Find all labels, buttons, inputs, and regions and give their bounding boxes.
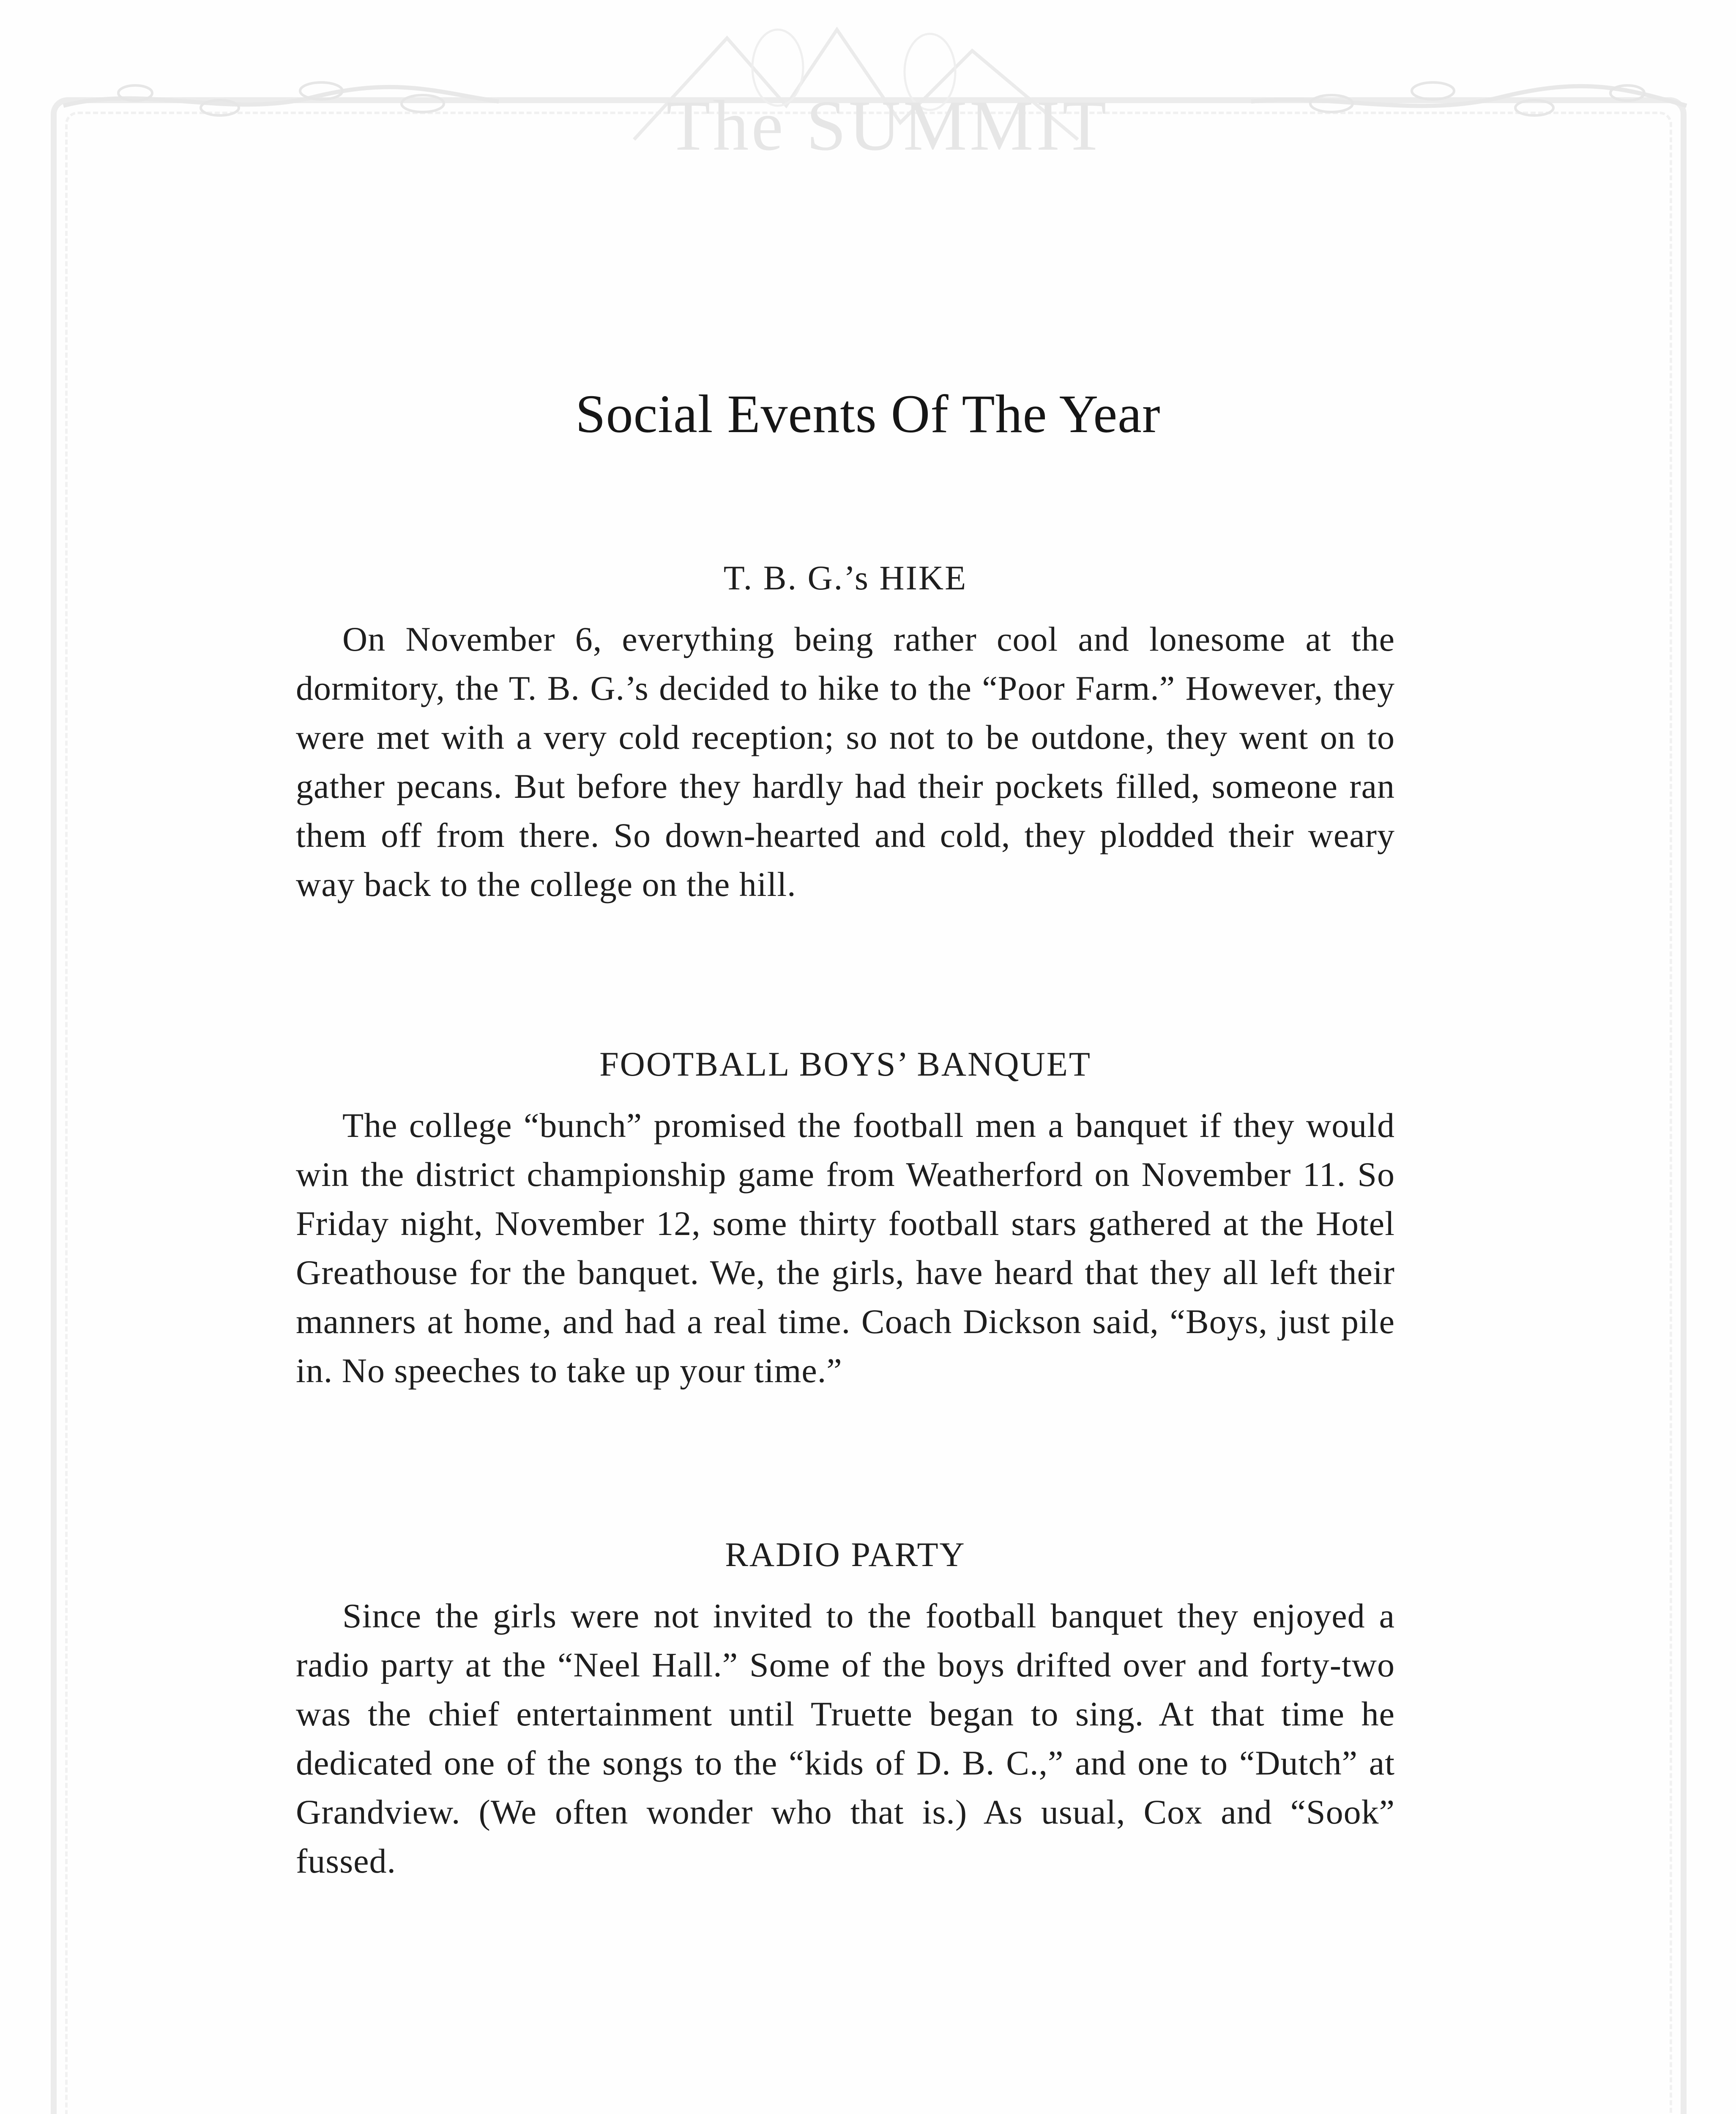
section-body: On November 6, everything being rather cool and lonesome at the dormitory, the T. B. G.’s decided to hike to the “Poor Farm.” However, they were met with a very cold reception; so not to be outdone, they went on to gather pecans. But before they hardly had their pockets filled, someone ran them off from there. So down-hearted and cold, they plodded their weary way back to the college on the hill. [296, 620, 1395, 904]
section-heading: T. B. G.’s HIKE [723, 559, 968, 597]
masthead [507, 13, 1268, 165]
masthead-title: The SUMMIT [666, 86, 1109, 165]
section-heading: FOOTBALL BOYS’ BANQUET [599, 1045, 1091, 1083]
section-radio-party [296, 1535, 1395, 1886]
section-body: The college “bunch” promised the football men a banquet if they would win the district championship game from Weatherford on November 11. So Friday night, November 12, some thirty football stars gathered at the Hotel Greathouse for the banquet. We, the girls, have heard that they all left their manners at home, and had a real time. Coach Dickson said, “Boys, just pile in. No speeches to take up your time.” [296, 1106, 1395, 1390]
section-heading: RADIO PARTY [725, 1535, 966, 1574]
leaf-vine-icon [1247, 68, 1691, 127]
leaf-vine-icon [59, 68, 503, 127]
section-tbg-hike [296, 558, 1395, 909]
section-football-banquet [296, 1044, 1395, 1395]
page-title: Social Events Of The Year [575, 383, 1161, 444]
section-body: Since the girls were not invited to the football banquet they enjoyed a radio party at the “Neel Hall.” Some of the boys drifted over and forty-two was the chief entertainment until Truette began to sing. At that time he dedicated one of the songs to the “kids of D. B. C.,” and one to “Dutch” at Grandview. (We often wonder who that is.) As usual, Cox and “Sook” fussed. [296, 1596, 1395, 1880]
